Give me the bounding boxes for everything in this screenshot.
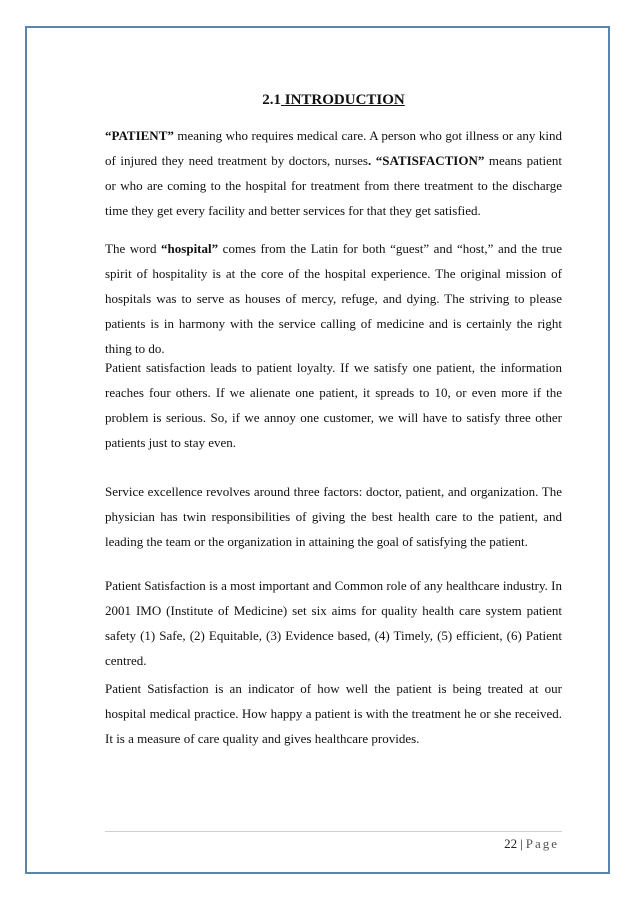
page-footer — [504, 836, 559, 852]
paragraph-1 — [105, 123, 562, 223]
paragraph-4-segment-1: Service excellence revolves around three factors: doctor, patient, and organization. The physician has twin responsibilities of giving the best health care to the patient, and leading the team or the organization in attaining the goal of satisfying the patient. — [105, 484, 562, 549]
page-label: Page — [525, 836, 559, 851]
paragraph-2 — [105, 236, 562, 361]
paragraph-2-segment-2: “hospital” — [161, 241, 219, 256]
paragraph-5-segment-1: Patient Satisfaction is a most important and Common role of any healthcare industry. In 2001 IMO (Institute of Medicine) set six aims for quality health care system patient safety (1) Safe, (2) Equitable, (3) Evidence based, (4) Timely, (5) efficient, (6) Patient centred. — [105, 578, 562, 668]
paragraph-5 — [105, 573, 562, 673]
footer-separator: | — [520, 836, 523, 851]
paragraph-3 — [105, 355, 562, 455]
page-number: 22 — [504, 836, 518, 851]
paragraph-4 — [105, 479, 562, 554]
paragraph-1-segment-1: “PATIENT” — [105, 128, 174, 143]
paragraph-3-segment-1: Patient satisfaction leads to patient loyalty. If we satisfy one patient, the information reaches four others. If we alienate one patient, it spreads to 10, or even more if the problem is serious. So, if we annoy one customer, we will have to satisfy three other patients just to stay even. — [105, 360, 562, 450]
paragraph-2-segment-3: comes from the Latin for both “guest” and “host,” and the true spirit of hospitality is at the core of the hospital experience. The original mission of hospitals was to serve as houses of mercy, refuge, and dying. The striving to please patients is in harmony with the service calling of medicine and is certainly the right thing to do. — [105, 241, 562, 356]
paragraph-6-segment-1: Patient Satisfaction is an indicator of how well the patient is being treated at our hospital medical practice. How happy a patient is with the treatment he or she received. It is a measure of care quality and gives healthcare provides. — [105, 681, 562, 746]
paragraph-1-segment-4: means patient or who are coming to the hospital for treatment from there treatment to the discharge time they get every facility and better services for that they get satisfied. — [105, 153, 562, 218]
paragraph-2-segment-1: The word — [105, 241, 162, 256]
section-title: INTRODUCTION — [284, 92, 405, 108]
footer-divider — [105, 831, 562, 832]
paragraph-1-segment-3: . “SATISFACTION” — [368, 153, 485, 168]
section-heading — [105, 91, 562, 109]
section-number: 2.1 — [262, 92, 281, 108]
paragraph-1-segment-2: meaning who requires medical care. A person who got illness or any kind of injured they need treatment by doctors, nurses — [105, 128, 562, 168]
paragraph-6 — [105, 676, 562, 751]
